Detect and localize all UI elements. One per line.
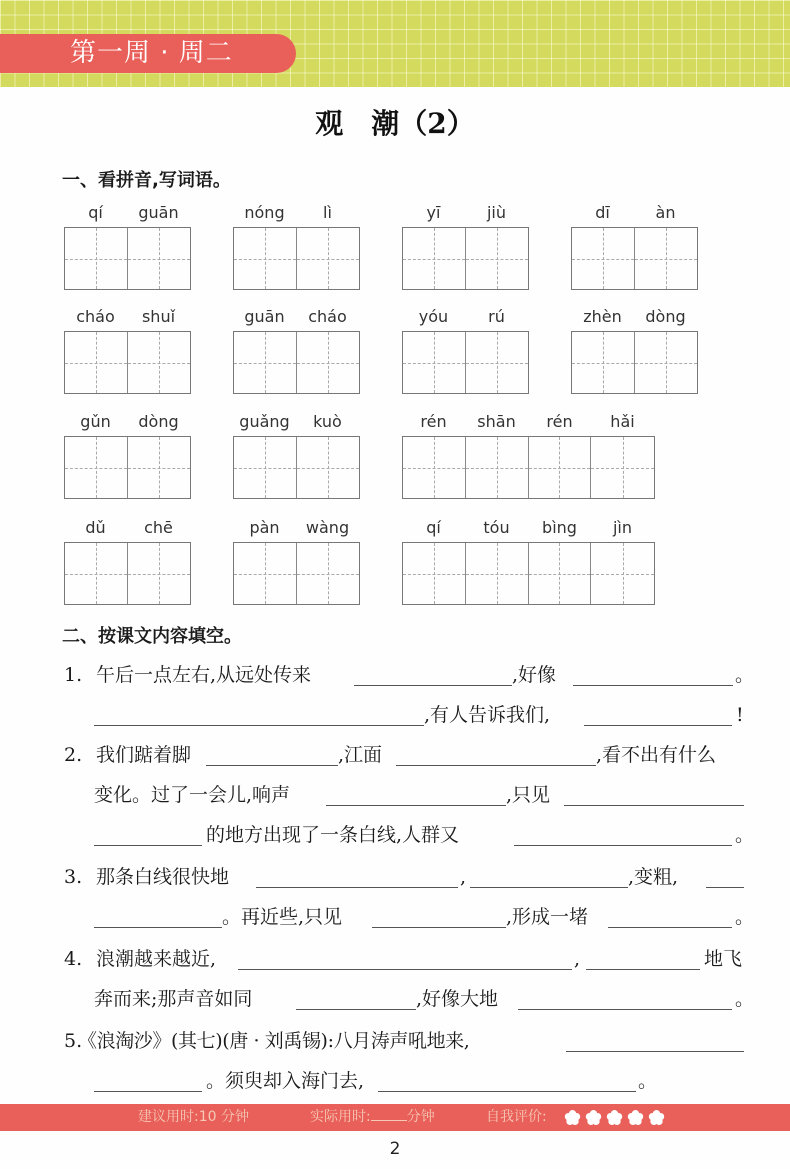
answer-blank[interactable] xyxy=(608,927,732,928)
pinyin-syllable: bìng xyxy=(542,518,577,537)
question-number: 2. xyxy=(64,744,83,766)
pinyin-syllable: nóng xyxy=(244,203,285,222)
answer-blank[interactable] xyxy=(470,887,628,888)
question-text: , xyxy=(574,948,581,970)
question-4-line-2 xyxy=(0,984,790,1014)
writing-cell[interactable] xyxy=(403,228,466,289)
question-text: 地飞 xyxy=(704,948,743,970)
answer-blank[interactable] xyxy=(706,887,744,888)
question-2-line-1 xyxy=(0,740,790,770)
actual-time-unit: 分钟 xyxy=(406,1109,435,1125)
question-number: 4. xyxy=(64,948,83,970)
writing-cell[interactable] xyxy=(466,228,529,289)
pinyin-syllable: rú xyxy=(488,307,505,326)
pinyin-syllable: jìn xyxy=(612,518,633,537)
rating-flower-icon[interactable] xyxy=(585,1109,602,1126)
writing-cell[interactable] xyxy=(65,228,128,289)
answer-blank[interactable] xyxy=(354,685,512,686)
tianzige-grid xyxy=(402,542,655,605)
answer-blank[interactable] xyxy=(94,845,202,846)
writing-cell[interactable] xyxy=(403,543,466,604)
writing-cell[interactable] xyxy=(128,332,191,393)
question-text: 午后一点左右,从远处传来 xyxy=(96,664,312,686)
writing-cell[interactable] xyxy=(529,543,592,604)
answer-blank[interactable] xyxy=(206,765,338,766)
answer-blank[interactable] xyxy=(94,725,424,726)
tianzige-grid xyxy=(64,227,191,290)
answer-blank[interactable] xyxy=(396,765,596,766)
page-number: 2 xyxy=(389,1139,401,1159)
pinyin-syllable: chē xyxy=(144,518,173,537)
tianzige-grid xyxy=(402,227,529,290)
pinyin-syllable: hǎi xyxy=(610,412,635,431)
writing-cell[interactable] xyxy=(403,332,466,393)
question-1-line-2 xyxy=(0,700,790,730)
writing-cell[interactable] xyxy=(297,437,360,498)
pinyin-syllable: pàn xyxy=(249,518,280,537)
pinyin-syllable: kuò xyxy=(313,412,342,431)
tianzige-grid xyxy=(402,436,655,499)
writing-cell[interactable] xyxy=(65,543,128,604)
rating-flower-icon[interactable] xyxy=(627,1109,644,1126)
pinyin-syllable: jiù xyxy=(486,203,507,222)
answer-blank[interactable] xyxy=(378,1091,636,1092)
rating-flower-icon[interactable] xyxy=(564,1109,581,1126)
actual-time xyxy=(310,1106,435,1128)
writing-cell[interactable] xyxy=(591,437,654,498)
question-text: 。 xyxy=(638,1070,658,1092)
writing-cell[interactable] xyxy=(572,228,635,289)
pinyin-syllable: shān xyxy=(477,412,516,431)
question-text: ,好像 xyxy=(512,664,557,686)
writing-cell[interactable] xyxy=(234,228,297,289)
pinyin-syllable: yī xyxy=(426,203,441,222)
actual-time-blank[interactable] xyxy=(371,1106,407,1121)
pinyin-syllable: gǔn xyxy=(80,412,111,431)
question-text: ,江面 xyxy=(338,744,383,766)
question-text: 。须臾却入海门去, xyxy=(206,1070,365,1092)
answer-blank[interactable] xyxy=(372,927,506,928)
section-1-heading: 一、看拼音,写词语。 xyxy=(62,170,231,191)
pinyin-syllable: shuǐ xyxy=(141,307,176,326)
question-text: 变化。过了一会儿,响声 xyxy=(94,784,291,806)
question-5-line-2 xyxy=(0,1066,790,1096)
writing-cell[interactable] xyxy=(234,437,297,498)
tianzige-grid xyxy=(233,436,360,499)
question-text: ,看不出有什么 xyxy=(596,744,717,766)
tianzige-grid xyxy=(64,436,191,499)
question-3-line-1 xyxy=(0,862,790,892)
question-text: 。 xyxy=(735,988,755,1010)
question-5-line-1 xyxy=(0,1026,790,1056)
question-text: ,形成一堵 xyxy=(506,906,589,928)
question-text: , xyxy=(460,866,467,888)
pinyin-syllable: guān xyxy=(244,307,285,326)
writing-cell[interactable] xyxy=(297,332,360,393)
tianzige-grid xyxy=(233,227,360,290)
answer-blank[interactable] xyxy=(256,887,458,888)
question-number: 5. xyxy=(64,1030,83,1052)
writing-cell[interactable] xyxy=(572,332,635,393)
suggested-time: 建议用时:10 分钟 xyxy=(138,1109,249,1125)
answer-blank[interactable] xyxy=(566,1051,744,1052)
writing-cell[interactable] xyxy=(128,228,191,289)
writing-cell[interactable] xyxy=(635,228,698,289)
writing-cell[interactable] xyxy=(297,543,360,604)
pinyin-syllable: cháo xyxy=(308,307,347,326)
writing-cell[interactable] xyxy=(403,437,466,498)
writing-cell[interactable] xyxy=(466,437,529,498)
answer-blank[interactable] xyxy=(586,969,700,970)
pinyin-syllable: zhèn xyxy=(583,307,622,326)
question-3-line-2 xyxy=(0,902,790,932)
writing-cell[interactable] xyxy=(234,543,297,604)
question-text: 。 xyxy=(735,824,755,846)
pinyin-syllable: cháo xyxy=(76,307,115,326)
question-number: 1. xyxy=(64,664,83,686)
rating-flower-icon[interactable] xyxy=(606,1109,623,1126)
page-title: 观 潮（2） xyxy=(315,107,475,140)
tianzige-grid xyxy=(64,331,191,394)
pinyin-syllable: lì xyxy=(323,203,332,222)
actual-time-label: 实际用时: xyxy=(310,1109,371,1125)
rating-flower-icon[interactable] xyxy=(648,1109,665,1126)
pinyin-syllable: wàng xyxy=(305,518,350,537)
tianzige-grid xyxy=(571,227,698,290)
pinyin-syllable: àn xyxy=(655,203,676,222)
question-2-line-2 xyxy=(0,780,790,810)
question-text: 浪潮越来越近, xyxy=(96,948,217,970)
question-text: ,只见 xyxy=(506,784,551,806)
writing-cell[interactable] xyxy=(65,332,128,393)
pinyin-syllable: rén xyxy=(420,412,447,431)
pinyin-syllable: guān xyxy=(138,203,179,222)
tianzige-grid xyxy=(233,542,360,605)
writing-cell[interactable] xyxy=(65,437,128,498)
writing-cell[interactable] xyxy=(591,543,654,604)
question-text: 奔而来;那声音如同 xyxy=(94,988,253,1010)
writing-cell[interactable] xyxy=(466,332,529,393)
answer-blank[interactable] xyxy=(238,969,572,970)
writing-cell[interactable] xyxy=(297,228,360,289)
writing-cell[interactable] xyxy=(635,332,698,393)
answer-blank[interactable] xyxy=(296,1009,416,1010)
question-text: 《浪淘沙》(其七)(唐 · 刘禹锡):八月涛声吼地来, xyxy=(78,1030,470,1052)
writing-cell[interactable] xyxy=(466,543,529,604)
self-eval-label: 自我评价: xyxy=(486,1109,547,1125)
pinyin-syllable: qí xyxy=(88,203,103,222)
question-text: 我们踮着脚 xyxy=(96,744,192,766)
writing-cell[interactable] xyxy=(128,543,191,604)
question-text: 的地方出现了一条白线,人群又 xyxy=(206,824,460,846)
question-text: 。再近些,只见 xyxy=(222,906,343,928)
pinyin-syllable: dòng xyxy=(645,307,686,326)
writing-cell[interactable] xyxy=(234,332,297,393)
section-2-heading: 二、按课文内容填空。 xyxy=(62,626,242,647)
week-day-label: 第一周 · 周二 xyxy=(70,38,233,68)
writing-cell[interactable] xyxy=(128,437,191,498)
question-text: 那条白线很快地 xyxy=(96,866,230,888)
pinyin-syllable: dī xyxy=(595,203,610,222)
pinyin-syllable: qí xyxy=(426,518,441,537)
answer-blank[interactable] xyxy=(94,927,222,928)
writing-cell[interactable] xyxy=(529,437,592,498)
tianzige-grid xyxy=(402,331,529,394)
tianzige-grid xyxy=(233,331,360,394)
pinyin-syllable: dǔ xyxy=(85,518,106,537)
question-text: ,变粗, xyxy=(628,866,679,888)
answer-blank[interactable] xyxy=(573,685,733,686)
pinyin-syllable: yóu xyxy=(418,307,449,326)
question-4-line-1 xyxy=(0,944,790,974)
answer-blank[interactable] xyxy=(326,805,506,806)
pinyin-syllable: rén xyxy=(546,412,573,431)
question-number: 3. xyxy=(64,866,83,888)
pinyin-syllable: tóu xyxy=(483,518,510,537)
answer-blank[interactable] xyxy=(518,1009,732,1010)
answer-blank[interactable] xyxy=(94,1091,202,1092)
pinyin-syllable: dòng xyxy=(138,412,179,431)
answer-blank[interactable] xyxy=(514,845,732,846)
question-text: ,有人告诉我们, xyxy=(424,704,551,726)
question-2-line-3 xyxy=(0,820,790,850)
answer-blank[interactable] xyxy=(564,805,744,806)
question-text: ,好像大地 xyxy=(416,988,499,1010)
question-1-line-1 xyxy=(0,660,790,690)
tianzige-grid xyxy=(64,542,191,605)
question-text: 。 xyxy=(735,906,755,928)
answer-blank[interactable] xyxy=(584,725,732,726)
pinyin-syllable: guǎng xyxy=(239,412,290,431)
question-text: ! xyxy=(736,704,744,726)
tianzige-grid xyxy=(571,331,698,394)
question-text: 。 xyxy=(735,664,755,686)
